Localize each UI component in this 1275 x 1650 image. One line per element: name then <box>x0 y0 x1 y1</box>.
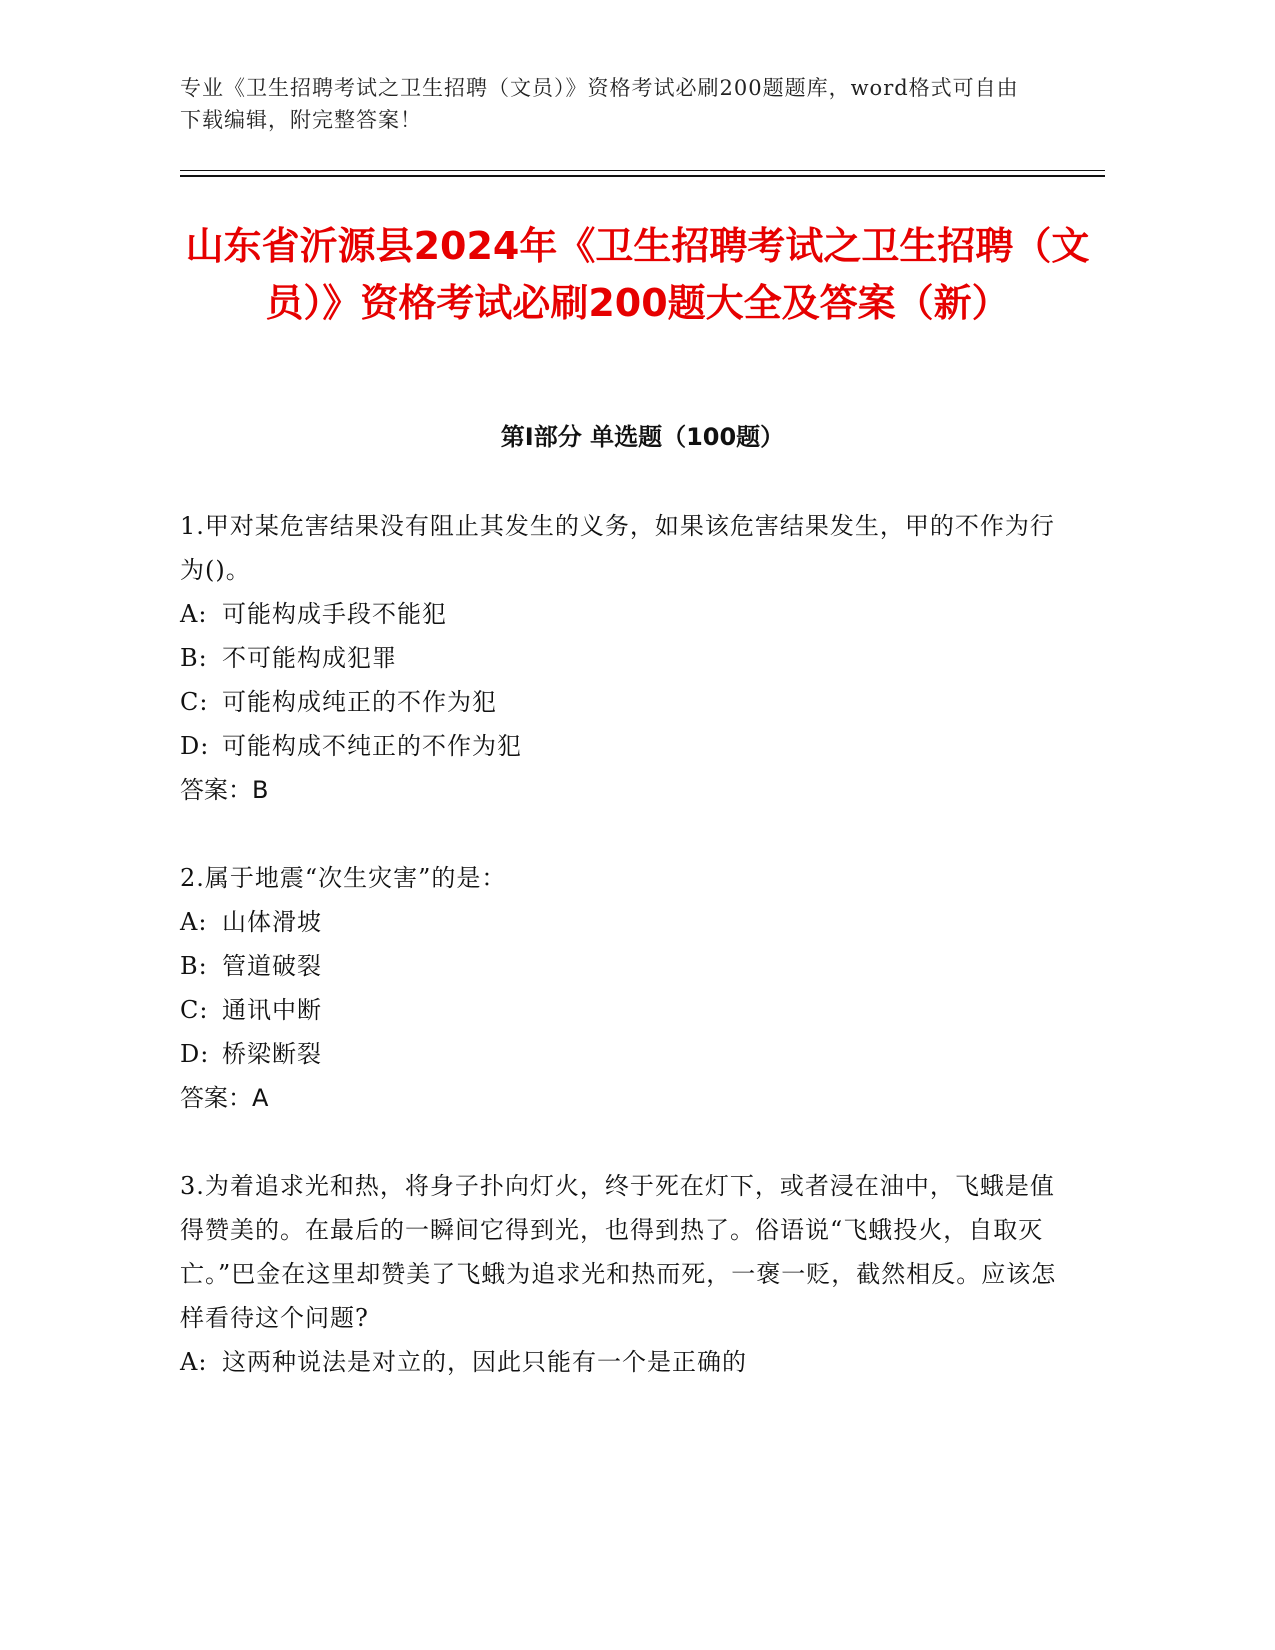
option-a <box>180 900 1060 944</box>
question-2 <box>180 856 1060 1120</box>
option-letter: C: <box>180 996 209 1024</box>
option-letter: A: <box>180 908 208 936</box>
question-text: 3.为着追求光和热，将身子扑向灯火，终于死在灯下，或者浸在油中，飞蛾是值得赞美的。在最后的一瞬间它得到光，也得到热了。俗语说“飞蛾投火，自取灭亡。”巴金在这里却赞美了飞蛾为追求光和热而死，一褒一贬，截然相反。应该怎样看待这个问题? <box>180 1172 1057 1332</box>
answer: 答案：B <box>180 776 269 804</box>
option-b <box>180 944 1060 988</box>
header-rule-thick <box>180 175 1105 177</box>
header-rule-thin <box>180 170 1105 171</box>
header-note: 专业《卫生招聘考试之卫生招聘（文员）》资格考试必刷200题题库，word格式可自由下载编辑，附完整答案！ <box>180 76 1019 132</box>
question-text: 1.甲对某危害结果没有阻止其发生的义务，如果该危害结果发生，甲的不作为行为()。 <box>180 512 1055 584</box>
option-text: 可能构成纯正的不作为犯 <box>222 688 497 716</box>
option-letter: C: <box>180 688 209 716</box>
option-text: 这两种说法是对立的，因此只能有一个是正确的 <box>222 1348 747 1376</box>
option-letter: D: <box>180 1040 210 1068</box>
option-d <box>180 1032 1060 1076</box>
option-text: 不可能构成犯罪 <box>222 644 397 672</box>
question-text: 2.属于地震“次生灾害”的是： <box>180 864 507 892</box>
option-text: 桥梁断裂 <box>222 1040 322 1068</box>
question-3 <box>180 1164 1060 1384</box>
option-a <box>180 1340 1060 1384</box>
section-title: 第I部分 单选题（100题） <box>500 423 785 451</box>
option-text: 可能构成手段不能犯 <box>222 600 447 628</box>
question-1 <box>180 504 1060 812</box>
option-letter: A: <box>180 1348 208 1376</box>
option-d <box>180 724 1060 768</box>
option-c <box>180 680 1060 724</box>
option-text: 管道破裂 <box>222 952 322 980</box>
option-letter: B: <box>180 952 208 980</box>
option-letter: D: <box>180 732 210 760</box>
document-title: 山东省沂源县2024年《卫生招聘考试之卫生招聘（文员）》资格考试必刷200题大全及答案（新） <box>185 224 1090 325</box>
option-b <box>180 636 1060 680</box>
option-letter: A: <box>180 600 208 628</box>
option-c <box>180 988 1060 1032</box>
option-letter: B: <box>180 644 208 672</box>
option-a <box>180 592 1060 636</box>
answer: 答案：A <box>180 1084 269 1112</box>
question-list <box>180 504 1060 1428</box>
option-text: 可能构成不纯正的不作为犯 <box>222 732 522 760</box>
option-text: 通讯中断 <box>222 996 322 1024</box>
option-text: 山体滑坡 <box>222 908 322 936</box>
